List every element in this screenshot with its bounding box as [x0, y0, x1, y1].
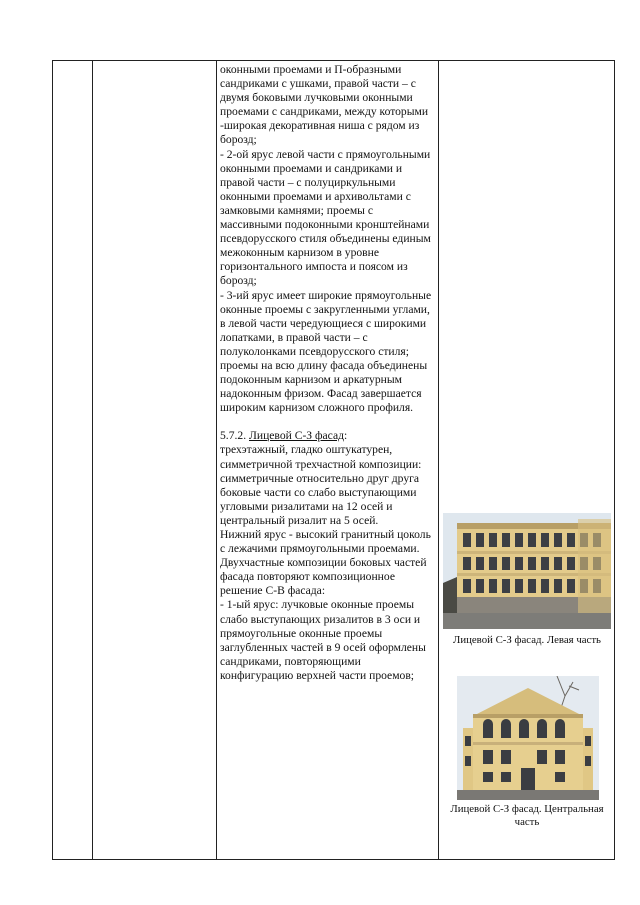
photo-caption: Лицевой С-З фасад. Левая часть	[453, 634, 601, 646]
paragraph: Двухчастные композиции боковых частей фасада повторяют композиционное решение С-В фасада:	[220, 556, 427, 598]
section-number: 5.7.2.	[220, 429, 247, 443]
monument-table	[52, 60, 615, 860]
photo-caption: Лицевой С-З фасад. Центральная часть	[450, 803, 604, 828]
building-image	[443, 513, 611, 629]
facade-photo-left	[443, 513, 611, 629]
column-divider	[216, 61, 217, 859]
section-title: Лицевой С-З фасад	[249, 429, 345, 443]
section-colon: :	[344, 429, 348, 443]
paragraph: трехэтажный, гладко оштукатурен, симметричной трехчастной композиции: симметричные относительно друг друга боковые части со слабо выступающими угловыми ризалитами на 12 осей и центральный ризалит на 5 осей.	[220, 443, 422, 527]
paragraph: - 3-ий ярус имеет широкие прямоугольные оконные проемы с закругленными углами, в левой части чередующиеся с широкими лопатками, в правой части – с полуколонками псевдорусского стиля; проемы на всю длину фасада объединены подоконным карнизом и аркатурным надоконным фризом. Фасад завершается широким карнизом сложного профиля.	[220, 288, 432, 415]
section-heading	[220, 429, 434, 443]
paragraph: - 1-ый ярус: лучковые оконные проемы слабо выступающих ризалитов в 3 оси и прямоугольные оконные проемы заглубленных частей в 9 осей оформлены сандриками, повторяющими конфигурацию верхней части проемов;	[220, 598, 426, 682]
description-column	[220, 63, 434, 683]
column-divider	[438, 61, 439, 859]
paragraph: Нижний ярус - высокий гранитный цоколь с лежачими прямоугольными проемами.	[220, 528, 431, 556]
building-image	[457, 676, 599, 800]
paragraph: оконными проемами и П-образными сандриками с ушками, правой части – с двумя боковыми лучковыми оконными проемами с сандриками, между которыми -широкая декоративная ниша с рядом из борозд;	[220, 63, 429, 147]
paragraph: - 2-ой ярус левой части с прямоугольными оконными проемами и сандриками и правой части – с полуциркульными оконными проемами и архивольтами с замковыми камнями; проемы с массивными подоконными кронштейнами псевдорусского стиля объединены единым межоконным карнизом в уровне горизонтального импоста и поясом из борозд;	[220, 147, 431, 288]
facade-photo-center	[457, 676, 599, 800]
column-divider	[92, 61, 93, 859]
